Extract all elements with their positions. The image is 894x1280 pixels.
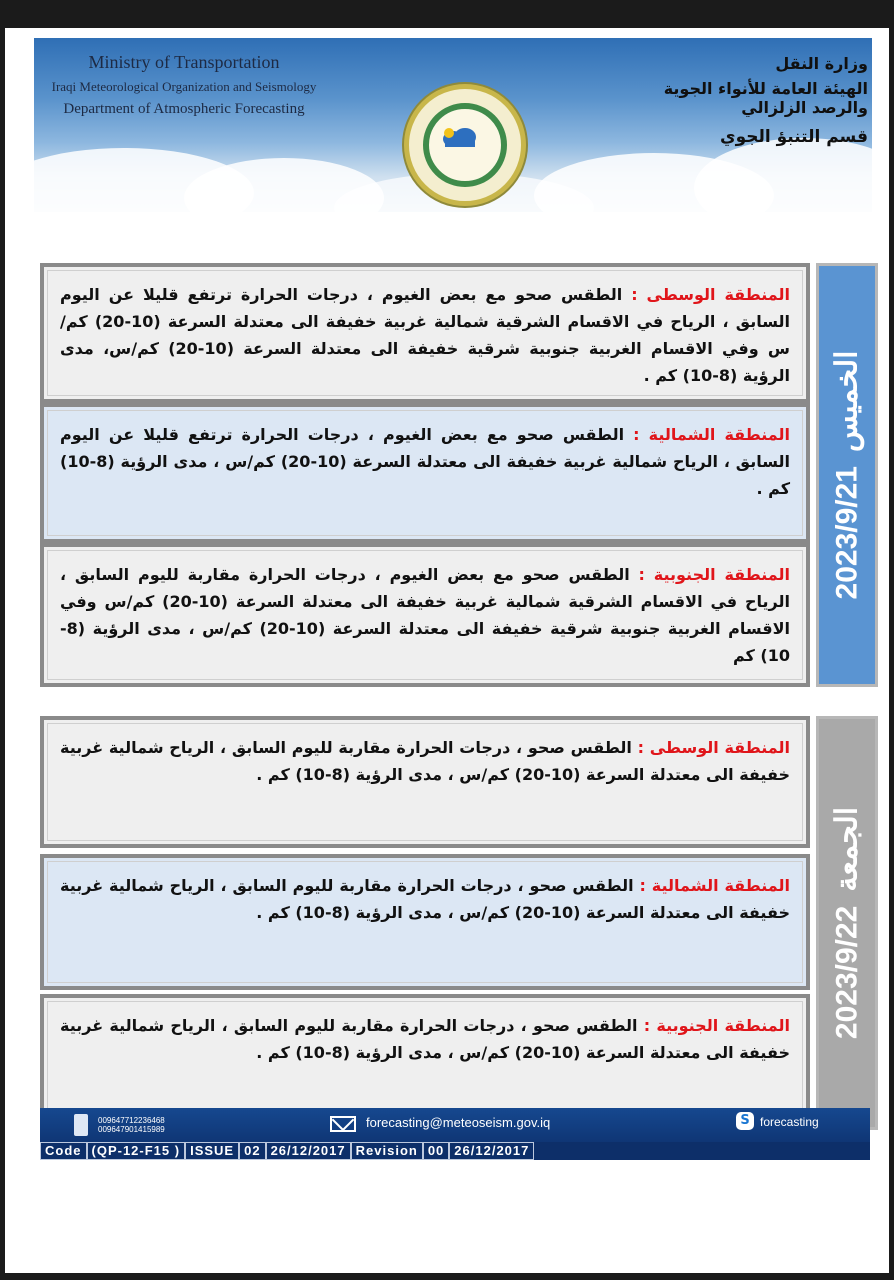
region-label: المنطقة الوسطى : — [637, 738, 791, 757]
region-label: المنطقة الجنوبية : — [643, 1016, 791, 1035]
date-value: 2023/9/22 — [830, 905, 864, 1040]
header-banner — [34, 38, 872, 212]
ministry-name-ar: وزارة النقل — [775, 54, 868, 73]
phone-number-1[interactable]: 009647712236468 — [98, 1116, 165, 1125]
date-value: 2023/9/21 — [830, 466, 864, 600]
region-label: المنطقة الجنوبية : — [638, 565, 791, 584]
phone-icon — [74, 1114, 88, 1136]
logo-cloud-icon — [439, 125, 479, 149]
revision-date: 26/12/2017 — [449, 1142, 534, 1160]
issue-value: 02 — [239, 1142, 265, 1160]
department-name-ar: قسم التنبؤ الجوي — [720, 127, 868, 147]
region-forecast-text: الطقس صحو ، درجات الحرارة مقاربة لليوم السابق ، الرياح شمالية غربية خفيفة الى معتدلة السرعة (10-20) كم/س ، مدى الرؤية (8-10) كم . — [60, 876, 790, 922]
region-forecast-text: الطقس صحو مع بعض الغيوم ، درجات الحرارة مقاربة لليوم السابق ، الرياح في الاقسام الشرقية شمالية غربية خفيفة الى معتدلة السرعة (10-20) كم/س وفي الاقسام الغربية جنوبية شرقية خفيفة الى معتدلة السرعة (10-20) كم/س ، مدى الرؤية (8-10) كم — [60, 565, 790, 665]
region-south-day1 — [40, 543, 810, 687]
organization-name-en: Iraqi Meteorological Organization and Seismology — [51, 79, 317, 94]
day-name: الجمعة — [830, 806, 864, 892]
issue-label: ISSUE — [185, 1142, 239, 1160]
forecast-day-1 — [40, 237, 884, 665]
skype-icon: S — [736, 1112, 754, 1130]
organization-logo — [404, 84, 526, 206]
region-central-day1 — [40, 263, 810, 403]
email-link[interactable]: forecasting@meteoseism.gov.iq — [366, 1115, 551, 1130]
footer — [40, 1108, 870, 1160]
issue-date: 26/12/2017 — [266, 1142, 351, 1160]
revision-value: 00 — [423, 1142, 449, 1160]
document-code-bar — [40, 1142, 870, 1160]
organization-name-ar: الهيئة العامة للأنواء الجوية والرصد الزلزالي — [663, 79, 868, 117]
ministry-name-en: Ministry of Transportation — [88, 52, 280, 72]
header-english — [34, 52, 334, 118]
region-forecast-text: الطقس صحو ، درجات الحرارة مقاربة لليوم السابق ، الرياح شمالية غربية خفيفة الى معتدلة السرعة (10-20) كم/س ، مدى الرؤية (8-10) كم . — [60, 1016, 790, 1062]
department-name-en: Department of Atmospheric Forecasting — [63, 101, 305, 117]
region-forecast-text: الطقس صحو مع بعض الغيوم ، درجات الحرارة ترتفع قليلا عن اليوم السابق ، الرياح في الاقسام الشرقية شمالية غربية خفيفة الى معتدلة السرعة (10-20) كم/س وفي الاقسام الغربية جنوبية شرقية خفيفة الى معتدلة السرعة (10-20) كم/س، مدى الرؤية (8-10) كم . — [60, 285, 790, 385]
region-label: المنطقة الشمالية : — [633, 425, 790, 444]
region-north-day1 — [40, 403, 810, 543]
region-forecast-text: الطقس صحو ، درجات الحرارة مقاربة لليوم السابق ، الرياح شمالية غربية خفيفة الى معتدلة السرعة (10-20) كم/س ، مدى الرؤية (8-10) كم . — [60, 738, 790, 784]
header-arabic — [608, 54, 868, 147]
region-forecast-text: الطقس صحو مع بعض الغيوم ، درجات الحرارة ترتفع قليلا عن اليوم السابق ، الرياح شمالية غربية خفيفة الى معتدلة السرعة (10-20) كم/س ، مدى الرؤية (8-10) كم . — [60, 425, 790, 498]
region-central-day2 — [40, 716, 810, 848]
phone-number-2[interactable]: 009647901415989 — [98, 1125, 165, 1134]
phone-numbers — [98, 1116, 165, 1134]
code-label: Code — [40, 1142, 87, 1160]
code-value: (QP-12-F15 ) — [87, 1142, 186, 1160]
mail-icon — [330, 1116, 356, 1132]
footer-contact-bar — [40, 1108, 870, 1142]
region-label: المنطقة الشمالية : — [639, 876, 791, 895]
forecast-day-2 — [40, 690, 884, 1100]
date-box-day2 — [816, 716, 878, 1130]
day-name: الخميس — [830, 350, 864, 453]
revision-label: Revision — [351, 1142, 423, 1160]
date-box-day1 — [816, 263, 878, 687]
skype-handle[interactable]: forecasting — [760, 1115, 819, 1129]
region-label: المنطقة الوسطى : — [631, 285, 791, 304]
region-north-day2 — [40, 854, 810, 990]
